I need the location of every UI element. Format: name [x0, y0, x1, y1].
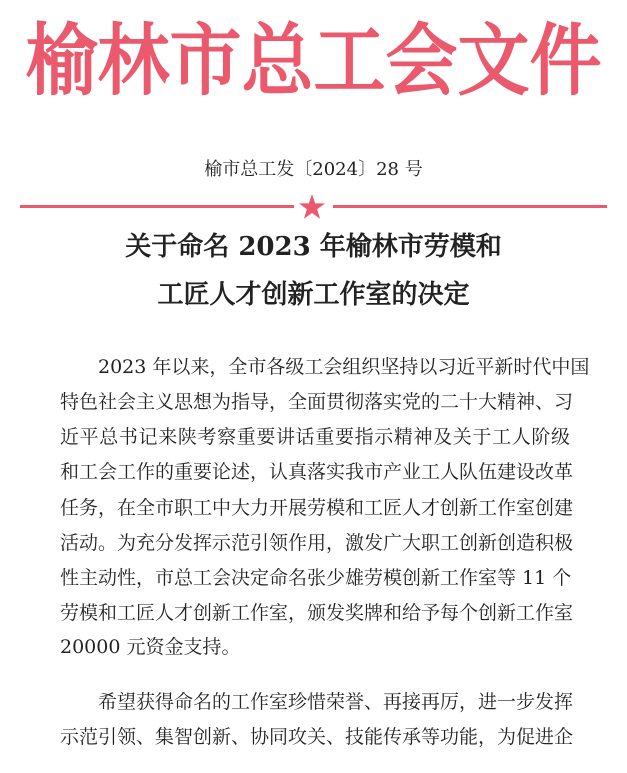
document-title-line-2: 工匠人才创新工作室的决定	[157, 280, 470, 310]
paragraph-line: 活动。为充分发挥示范引领作用，激发广大职工创新创造积极	[60, 532, 574, 554]
paragraph-line: 20000 元资金支持。	[60, 636, 241, 658]
paragraph-line: 示范引领、集智创新、协同攻关、技能传承等功能，为促进企	[60, 726, 574, 748]
paragraph-line: 任务，在全市职工中大力开展劳模和工匠人才创新工作室创建	[60, 497, 574, 519]
paragraph-line: 性主动性，市总工会决定命名张少雄劳模创新工作室等 11 个	[60, 567, 572, 589]
paragraph-line: 2023 年以来，全市各级工会组织坚持以习近平新时代中国	[98, 356, 590, 378]
paragraph-line: 和工会工作的重要论述，认真落实我市产业工人队伍建设改革	[60, 461, 574, 483]
document-number: 榆市总工发〔2024〕28 号	[204, 159, 423, 180]
paragraph-line: 特色社会主义思想为指导，全面贯彻落实党的二十大精神、习	[60, 391, 574, 413]
divider-rule-right	[333, 205, 607, 208]
paragraph-line: 希望获得命名的工作室珍惜荣誉、再接再厉，进一步发挥	[98, 691, 574, 713]
document-masthead: 榆林市总工会文件	[25, 14, 602, 106]
star-icon	[298, 193, 326, 221]
document-title-line-1: 关于命名 2023 年榆林市劳模和	[125, 232, 502, 262]
divider-rule-left	[20, 205, 294, 208]
paragraph-line: 近平总书记来陕考察重要讲话重要指示精神及关于工人阶级	[60, 426, 570, 448]
paragraph-line: 劳模和工匠人才创新工作室，颁发奖牌和给予每个创新工作室	[60, 602, 574, 624]
